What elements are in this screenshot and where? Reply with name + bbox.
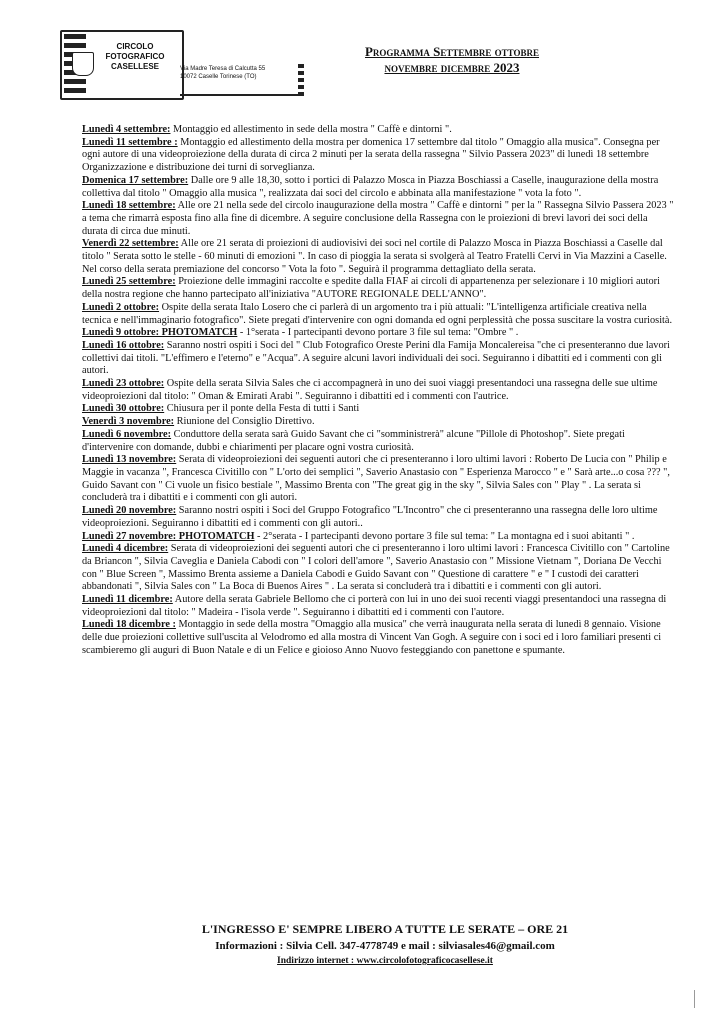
program-entry	[82, 429, 675, 454]
entry-text: Alle ore 21 serata di proiezioni di audiovisivi dei soci nel cortile di Palazzo Mosca in Piazza Boschiassi a Caselle dal titolo " Serata sotto le stelle - 60 minuti di emozioni ". In caso di pioggia la serata si svolgerà al Teatro Fratelli Cervi in Via Mazzini a Caselle. Nel corso della serata premiazione del concorso " Vota la foto ". Seguirà il programma dettagliato della serata.	[82, 238, 667, 275]
program-entry	[82, 416, 675, 429]
address-line: Via Madre Teresa di Calcutta 55	[180, 66, 266, 72]
entry-date: Lunedì 18 dicembre :	[82, 619, 176, 631]
entry-date: Lunedì 13 novembre:	[82, 454, 177, 466]
entry-date: Lunedì 27 novembre: PHOTOMATCH	[82, 530, 255, 542]
club-name	[90, 42, 180, 72]
address-line: 10072 Caselle Torinese (TO)	[180, 73, 257, 80]
program-entry	[82, 124, 675, 137]
program-entry	[82, 454, 675, 505]
entry-notice: L'INGRESSO E' SEMPRE LIBERO A TUTTE LE SERATE – ORE 21	[201, 922, 569, 936]
entry-text: Autore della serata Gabriele Bellomo che ci porterà con lui in uno dei suoi recenti viaggi presentandoci una rassegna di videoproiezioni dal titolo: " Madeira - l'isola verde ". Seguiranno i dibattiti ed i commenti con l'autore.	[82, 594, 667, 618]
entry-text: Montaggio ed allestimento in sede della mostra " Caffè e dintorni ".	[170, 124, 452, 135]
website-link[interactable]: Indirizzo internet : www.circolofotograficocasellese.it	[277, 956, 493, 966]
program-entry	[82, 594, 675, 619]
contact-info: Informazioni : Silvia Cell. 347-4778749 e mail : silviasales46@gmail.com	[215, 940, 555, 952]
entry-text: Alle ore 21 nella sede del circolo inaugurazione della mostra " Caffè e dintorni " per la " Rassegna Silvio Passera 2023 " a tema che rimarrà esposta fino alla fine di dicembre. A seguire conclusione della Rassegna con le proiezioni di brevi lavori dei soci della durata di circa due minuti.	[82, 200, 674, 237]
club-logo	[60, 30, 184, 100]
entry-text: - 1°serata - I partecipanti devono portare 3 file sul tema: "Ombre " .	[237, 327, 519, 339]
page-title	[292, 44, 612, 76]
program-entry	[82, 340, 675, 378]
entry-text: Ospite della serata Silvia Sales che ci accompagnerà in uno dei suoi viaggi presentandoci una rassegna delle sue ultime videoproiezioni dal titolo: " Oman & Emirati Arabi ". Seguiranno i dibattiti ed i commenti con l'autrice.	[82, 378, 658, 402]
entry-date: Lunedì 4 settembre:	[82, 124, 171, 135]
program-entry	[82, 619, 675, 657]
entry-date: Lunedì 30 ottobre:	[82, 403, 165, 415]
program-entry	[82, 505, 675, 530]
entry-date: Lunedì 6 novembre:	[82, 428, 172, 440]
program-entry	[82, 175, 675, 200]
entry-date: Lunedì 2 ottobre:	[82, 301, 160, 313]
program-entry	[82, 200, 675, 238]
program-entry	[82, 378, 675, 403]
entry-date: Lunedì 20 novembre:	[82, 505, 177, 517]
entry-date: Lunedì 11 dicembre:	[82, 594, 173, 606]
title-line-1: Programma Settembre ottobre	[364, 44, 540, 59]
entry-date: Domenica 17 settembre:	[82, 174, 189, 186]
footer	[150, 922, 620, 966]
entry-text: Conduttore della serata sarà Guido Savant che ci "somministrerà" alcune "Pillole di Photoshop". Siete pregati d'intervenire con domande, dubbi e chiarimenti per placare ogni vostra curiosità.	[82, 428, 625, 453]
program-entry	[82, 403, 675, 416]
entry-date: Venerdì 3 novembre:	[82, 416, 175, 428]
club-name-line: CASELLESE	[110, 62, 159, 71]
program-entry	[82, 276, 675, 301]
program-entry	[82, 302, 675, 327]
entry-date: Lunedì 9 ottobre: PHOTOMATCH	[82, 327, 238, 339]
entry-text: Serata di videoproiezioni dei seguenti autori che ci presenteranno i loro ultimi lavori : Francesca Civitillo con " Cartoline da Briancon ", Silvia Caveglia e Daniela Cabodi con " I colori dell'amore ", Saverio Anastasio con " Missione Vietnam ", Doriana De Vecchi con " Blue Screen ", Massimo Brenta assieme a Daniela Cabodi e Guido Savant con " Questione di carattere " e " I custodi dei caratteri abbandonati ", Silvia Sales con " La Boca di Buenos Aires " . La serata si concluderà tra i dibattiti e i commenti con gli autori.	[82, 543, 670, 593]
title-line-2: novembre dicembre 2023	[384, 60, 520, 75]
club-name-line: FOTOGRAFICO	[105, 52, 165, 61]
entry-date: Lunedì 18 settembre:	[82, 200, 176, 212]
entry-text: Saranno nostri ospiti i Soci del Gruppo Fotografico "L'Incontro" che ci presenteranno una rassegna delle loro ultime videoproiezioni. Seguiranno i dibattiti ed i commenti con gli autori..	[82, 505, 658, 529]
entry-text: Ospite della serata Italo Losero che ci parlerà di un argomento tra i più attuali: "L'intelligenza artificiale creativa nella tecnica e nell'immaginario fotografico". Siete pregati d'intervenire con ogni domanda ed ogni perplessità che possa suscitare la vostra curiosità.	[82, 301, 673, 326]
program-entry	[82, 137, 675, 175]
entry-date: Lunedì 25 settembre:	[82, 276, 176, 288]
entry-text: Proiezione delle immagini raccolte e spedite dalla FIAF ai circoli di appartenenza per selezionare i 10 migliori autori della nostra regione che hanno partecipato all'iniziativa "AUTORE REGIONALE DELL'ANNO".	[82, 276, 660, 301]
entry-text: Montaggio ed allestimento della mostra per domenica 17 settembre dal titolo " Omaggio alla musica". Consegna per ogni autore di una videoproiezione della durata di circa 2 minuti per la serata della rassegna " Silvio Passera 2023" di lunedì 18 settembre Organizzazione e distribuzione dei turni di sorveglianza.	[82, 136, 660, 174]
entry-date: Lunedì 4 dicembre:	[82, 543, 169, 555]
club-address	[180, 66, 300, 81]
entry-text: Dalle ore 9 alle 18,30, sotto i portici di Palazzo Mosca in Piazza Boschiassi a Caselle, inaugurazione della mostra collettiva dal titolo " Omaggio alla musica ", realizzata dai soci del circolo e abbinata alla manifestazione " vota la foto ".	[82, 174, 659, 199]
program-entry	[82, 238, 675, 276]
entry-date: Venerdì 22 settembre:	[82, 238, 179, 250]
club-name-line: CIRCOLO	[116, 42, 154, 51]
logo-divider	[180, 94, 304, 96]
entry-text: - 2°serata - I partecipanti devono portare 3 file sul tema: " La montagna ed i suoi abitanti " .	[254, 530, 635, 542]
entry-date: Lunedì 23 ottobre:	[82, 378, 165, 390]
program-entry	[82, 531, 675, 544]
entry-text: Serata di videoproiezioni dei seguenti autori che ci presenteranno i loro ultimi lavori : Roberto De Lucia con " Philip e Maggie in vacanza ", Francesca Civitillo con " L'orto dei semplici ", Saverio Anastasio con " Esperienza Marocco " e " Sarà arte...o cosa ??? ", Guido Savant con " Ci vuole un fisico bestiale ", Massimo Brenta con "The great gig in the sky ", Silvia Sales con " Play " . La serata si concluderà tra i dibattiti e i commenti con gli autori.	[82, 454, 670, 504]
program-entry	[82, 543, 675, 594]
entry-date: Lunedì 16 ottobre:	[82, 339, 165, 351]
entry-text: Riunione del Consiglio Direttivo.	[174, 416, 315, 428]
program-list	[82, 124, 675, 658]
program-entry	[82, 327, 675, 340]
entry-date: Lunedì 11 settembre :	[82, 136, 178, 148]
entry-text: Saranno nostri ospiti i Soci del " Club Fotografico Oreste Perini dla Famija Moncalereisa "che ci presenteranno due lavori collettivi dai titoli. "L'effimero e l'eterno" e "Acqua". A seguire alcuni lavori individuali dei soci. Seguiranno i dibattiti ed i commenti con gli autori.	[82, 339, 670, 377]
entry-text: Chiusura per il ponte della Festa di tutti i Santi	[164, 403, 360, 415]
entry-text: Montaggio in sede della mostra "Omaggio alla musica" che verrà inaugurata nella serata di lunedì 8 gennaio. Visione delle due proiezioni collettive sull'uscita al Velodromo ed alla mostra di Vincent Van Gogh. A seguire con i soci ed i loro familiari presenti ci scambieremo gli auguri di Buon Natale e di un Felice e gioioso Anno Nuovo festeggiando con panettone e spumante.	[82, 619, 662, 656]
page-edge-mark	[694, 990, 699, 1008]
